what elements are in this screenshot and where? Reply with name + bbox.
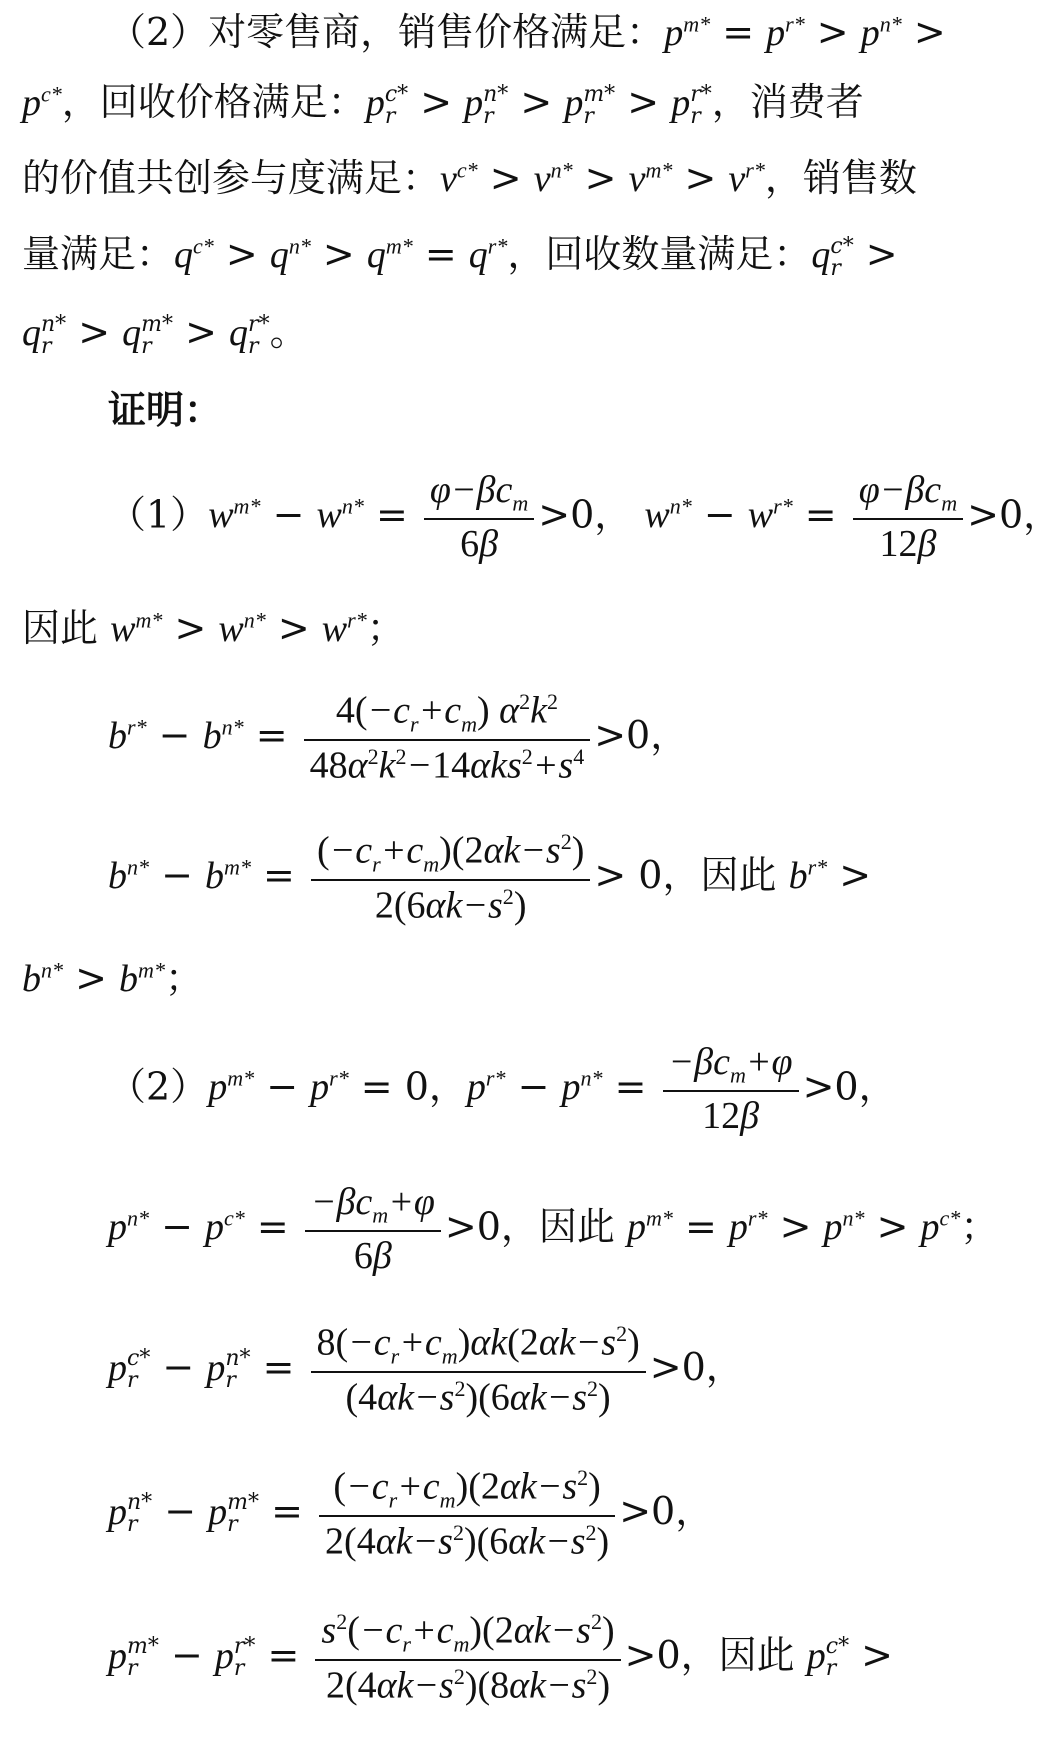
- text-line-11: $b^{n*} > b^{m*}$；: [22, 956, 203, 1000]
- text-line-10: $b^{n*} - b^{m*}$ = $\frac{(-c_r+c_m)(2\alpha k-s^2)}{2(6\alpha k-s^2)}$ > 0，因此 $b^{r*}$ >: [108, 829, 872, 927]
- text-line-16: p m* r − p r* r = $\frac{s^2(-c_r+c_m)(2\alpha k-s^2)}{2(4\alpha k-s^2)(8\alpha k-s^2)}$ >0，因此 p c* r >: [108, 1609, 893, 1707]
- text-line-14: p c* r − p n* r = $\frac{8(-c_r+c_m)\alpha k(2\alpha k-s^2)}{(4\alpha k-s^2)(6\alpha k-s^2)}$ >0，: [108, 1321, 744, 1419]
- text-line-12: $(2)p^{m*} - p^{r*} = 0$，$p^{r*} - p^{n*}$ = $\frac{-\beta c_m+\varphi}{12\beta}$ >0，: [108, 1041, 897, 1137]
- text-line-4: 量满足：$q^{c*} > q^{n*} > q^{m*} = q^{r*}$，回收数量满足：q c* r >: [22, 232, 898, 281]
- text-line-3: 的价值共创参与度满足：$v^{c*} > v^{n*} > v^{m*} > v^{r*}$，销售数: [22, 156, 917, 200]
- text-line-7: $(1)w^{m*} - w^{n*}$ = $\frac{\varphi-\beta c_m}{6\beta}$ >0， $w^{n*} - w^{r*}$ = $\frac{\varphi-\beta c_m}{12\beta}$ >0，: [108, 469, 1061, 565]
- text-line-2: $p^{c*}$，回收价格满足：p c* r > p n* r > p m* r > p r* r ，消费者: [22, 80, 864, 129]
- text-line-8: 因此 $w^{m*} > w^{n*} > w^{r*}$；: [22, 606, 405, 650]
- text-line-9: $b^{r*} - b^{n*}$ = $\frac{4(-c_r+c_m) \alpha^2k^2}{48\alpha^2k^2-14\alpha ks^2+s^4}$ >0，: [108, 689, 689, 787]
- text-line-5: q n* r > q m* r > q r* r 。: [22, 310, 308, 359]
- text-line-13: $p^{n*} - p^{c*}$ = $\frac{-\beta c_m+\varphi}{6\beta}$ >0，因此 $p^{m*} = p^{r*} > p^{n*} > p^{c*}$；: [108, 1181, 999, 1277]
- text-line-1: （2）对零售商，销售价格满足：$p^{m*} = p^{r*} > p^{n*}$ >: [108, 10, 946, 54]
- text-line-15: p n* r − p m* r = $\frac{(-c_r+c_m)(2\alpha k-s^2)}{2(4\alpha k-s^2)(6\alpha k-s^2)}$ >0，: [108, 1465, 714, 1563]
- proof-heading: 证明：: [108, 388, 223, 432]
